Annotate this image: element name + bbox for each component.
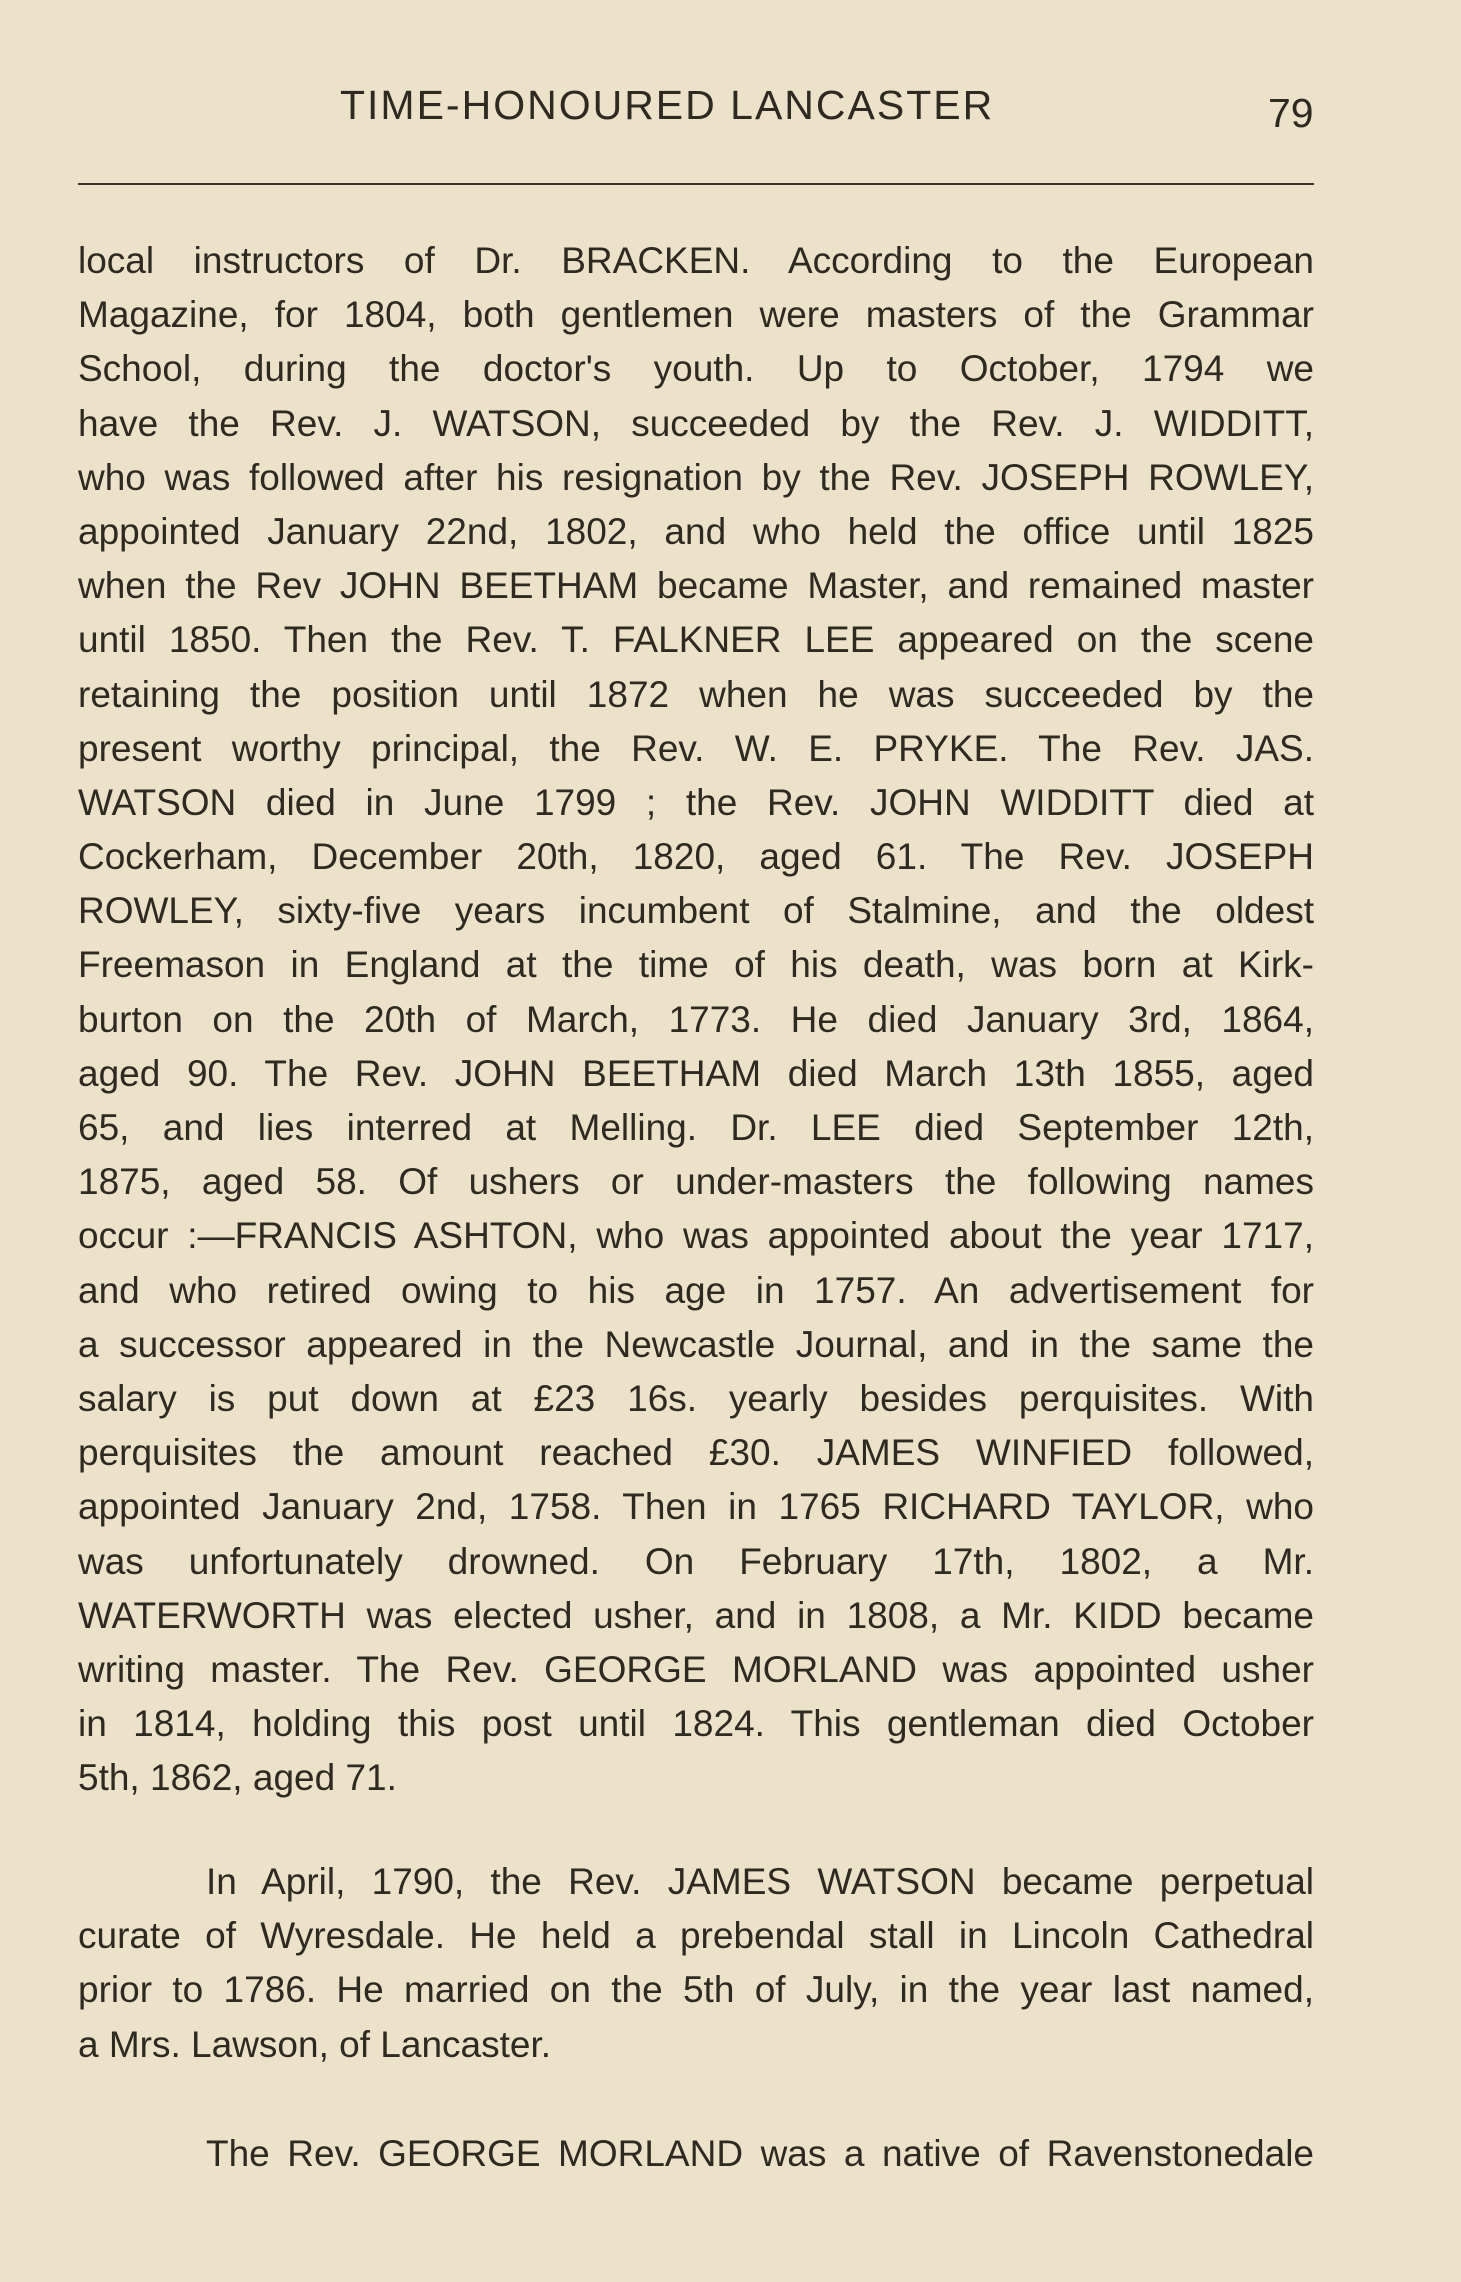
text-line: School, during the doctor's youth. Up to October, 1794 we xyxy=(78,348,1314,390)
text-line: have the Rev. J. WATSON, succeeded by the Rev. J. WIDDITT, xyxy=(78,402,1314,444)
text-line: was unfortunately drowned. On February 17th, 1802, a Mr. xyxy=(78,1540,1314,1582)
text-line: writing master. The Rev. GEORGE MORLAND was appointed usher xyxy=(78,1648,1314,1690)
paragraph-2 xyxy=(78,1855,1314,2072)
paragraph-1 xyxy=(78,234,1314,1805)
text-line: a successor appeared in the Newcastle Journal, and in the same the xyxy=(78,1323,1314,1365)
text-line: in 1814, holding this post until 1824. This gentleman died October xyxy=(78,1703,1314,1745)
text-line: occur :—FRANCIS ASHTON, who was appointed about the year 1717, xyxy=(78,1215,1314,1257)
text-line: Freemason in England at the time of his death, was born at Kirk- xyxy=(78,944,1314,986)
text-line: 5th, 1862, aged 71. xyxy=(78,1757,397,1799)
text-line: Magazine, for 1804, both gentlemen were masters of the Grammar xyxy=(78,294,1314,336)
text-line: appointed January 22nd, 1802, and who held the office until 1825 xyxy=(78,510,1314,552)
text-line: appointed January 2nd, 1758. Then in 1765 RICHARD TAYLOR, who xyxy=(78,1486,1314,1528)
page-number: 79 xyxy=(1268,90,1314,136)
text-line: when the Rev JOHN BEETHAM became Master, and remained master xyxy=(78,565,1314,607)
text-line: prior to 1786. He married on the 5th of July, in the year last named, xyxy=(78,1969,1314,2011)
text-line: 65, and lies interred at Melling. Dr. LEE died September 12th, xyxy=(78,1107,1314,1148)
text-line: Cockerham, December 20th, 1820, aged 61. The Rev. JOSEPH xyxy=(78,836,1314,878)
text-line: local instructors of Dr. BRACKEN. According to the European xyxy=(78,240,1314,281)
text-line: The Rev. GEORGE MORLAND was a native of Ravenstonedale xyxy=(206,2133,1314,2174)
text-line: aged 90. The Rev. JOHN BEETHAM died March 13th 1855, aged xyxy=(78,1052,1314,1094)
text-line: WATSON died in June 1799 ; the Rev. JOHN WIDDITT died at xyxy=(78,781,1314,823)
text-line: and who retired owing to his age in 1757. An advertisement for xyxy=(78,1269,1314,1311)
header-rule xyxy=(78,183,1314,185)
text-line: WATERWORTH was elected usher, and in 1808, a Mr. KIDD became xyxy=(78,1594,1314,1636)
text-line: 1875, aged 58. Of ushers or under-masters the following names xyxy=(78,1161,1314,1203)
text-line: retaining the position until 1872 when he was succeeded by the xyxy=(78,673,1314,715)
text-line: present worthy principal, the Rev. W. E. PRYKE. The Rev. JAS. xyxy=(78,727,1314,769)
text-line: a Mrs. Lawson, of Lancaster. xyxy=(78,2023,552,2065)
paragraph-3 xyxy=(78,2127,1314,2181)
text-line: who was followed after his resignation by the Rev. JOSEPH ROWLEY, xyxy=(78,456,1314,498)
text-line: until 1850. Then the Rev. T. FALKNER LEE appeared on the scene xyxy=(78,619,1314,661)
text-line: salary is put down at £23 16s. yearly besides perquisites. With xyxy=(78,1377,1314,1419)
text-line: In April, 1790, the Rev. JAMES WATSON became perpetual xyxy=(206,1861,1314,1902)
text-line: burton on the 20th of March, 1773. He died January 3rd, 1864, xyxy=(78,998,1314,1040)
text-line: curate of Wyresdale. He held a prebendal stall in Lincoln Cathedral xyxy=(78,1915,1314,1957)
running-title: TIME-HONOURED LANCASTER xyxy=(340,82,995,128)
text-line: perquisites the amount reached £30. JAMES WINFIED followed, xyxy=(78,1432,1314,1474)
text-line: ROWLEY, sixty-five years incumbent of Stalmine, and the oldest xyxy=(78,890,1314,932)
